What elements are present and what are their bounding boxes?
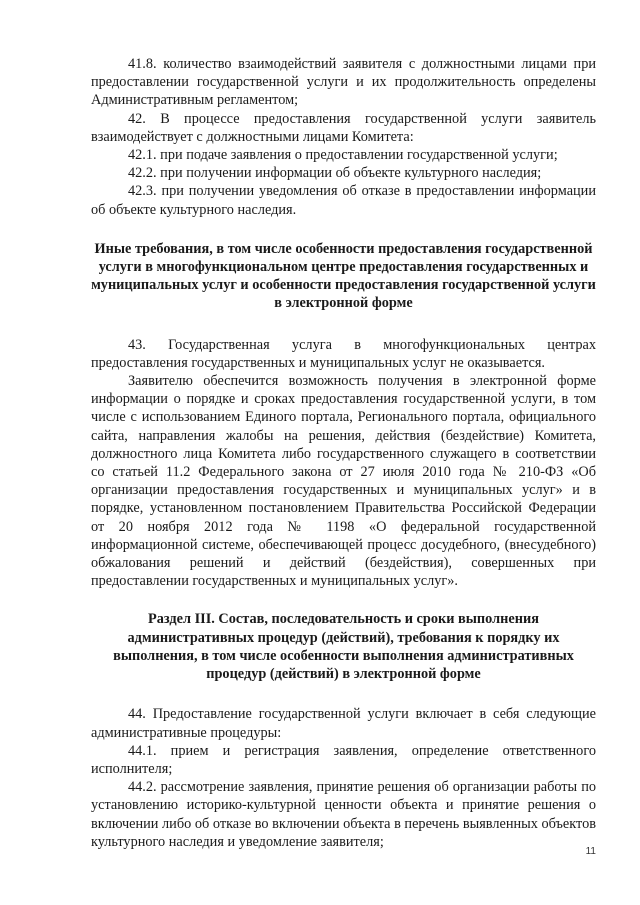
- paragraph-42-1: 42.1. при подаче заявления о предоставлении государственной услуги;: [128, 147, 558, 164]
- paragraph-electronic-information: Заявителю обеспечится возможность получения в электронной форме информации о порядке и сроках предоставления государственной услуги, в том числе с использованием Единого портала, Регионального портала, официального сайта, направления жалобы на решения, действия (бездействие) Комитета, должностного лица Комитета либо государственного служащего в соответствии со статьей 11.2 Федерального закона от 27 июля 2010 года № 210-ФЗ «Об организации предоставления государственных и муниципальных услуг» и в порядке, установленном постановлением Правительства Российской Федерации от 20 ноября 2012 года № 1198 «О федеральной государственной информационной системе, обеспечивающей процесс досудебного, (внесудебного) обжалования решений и действий (бездействия), совершенных при предоставлении государственных и муниципальных услуг».: [91, 373, 596, 590]
- section-heading-part-3: Раздел III. Состав, последовательность и сроки выполнения административных процедур (действий), требования к порядку их выполнения, в том числе особенности выполнения административных процедур (действий) в электронной форме: [113, 611, 574, 683]
- section-heading-other-requirements: Иные требования, в том числе особенности предоставления государственной услуги в многофункциональном центре предоставления государственных и муниципальных услуг и особенности предоставления государственной услуги в электронной форме: [91, 240, 596, 312]
- paragraph-43: 43. Государственная услуга в многофункциональных центрах предоставления государственных и муниципальных услуг не оказывается.: [91, 336, 596, 371]
- paragraph-42-2: 42.2. при получении информации об объекте культурного наследия;: [128, 165, 542, 182]
- paragraph-44-1: 44.1. прием и регистрация заявления, определение ответственного исполнителя;: [91, 742, 596, 777]
- paragraph-42: 42. В процессе предоставления государственной услуги заявитель взаимодействует с должностными лицами Комитета:: [91, 110, 596, 145]
- paragraph-42-3: 42.3. при получении уведомления об отказе в предоставлении информации об объекте культурного наследия.: [91, 183, 596, 218]
- page-number: 11: [585, 846, 596, 857]
- paragraph-44: 44. Предоставление государственной услуги включает в себя следующие административные процедуры:: [91, 706, 596, 741]
- paragraph-44-2: 44.2. рассмотрение заявления, принятие решения об организации работы по установлению историко-культурной ценности объекта и принятие решения о включении либо об отказе во включении объекта в перечень выявленных объектов культурного наследия и уведомление заявителя;: [91, 779, 596, 850]
- paragraph-41-8: 41.8. количество взаимодействий заявителя с должностными лицами при предоставлении государственной услуги и их продолжительность определены Административным регламентом;: [91, 56, 596, 109]
- document-body: [91, 55, 596, 851]
